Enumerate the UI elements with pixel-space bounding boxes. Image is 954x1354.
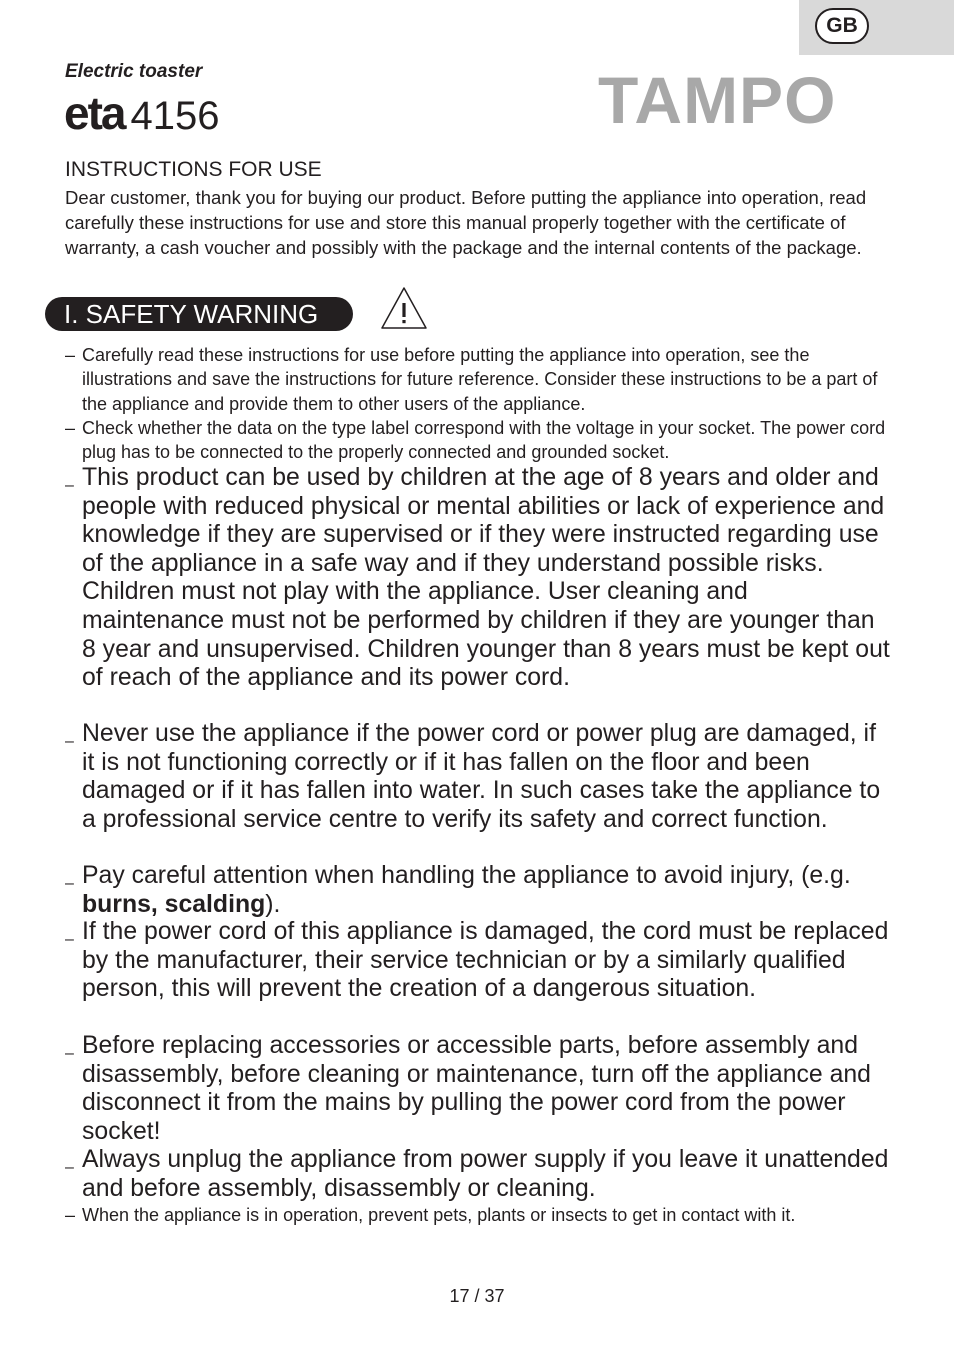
language-tab	[799, 0, 954, 55]
warning-item	[65, 1203, 895, 1227]
product-type: Electric toaster	[65, 61, 203, 82]
list-dash: –	[65, 1159, 74, 1176]
brand-logo: eta	[64, 87, 125, 139]
product-line-logo: TAMPO	[598, 63, 837, 137]
warning-item-text: Carefully read these instructions for use before putting the appliance into operation, see the illustrations and save the instructions for future reference. Consider these instructions to be a part of the appliance and provide them to other users of the appliance.	[82, 345, 878, 414]
section-title: I. SAFETY WARNING	[45, 297, 353, 331]
warning-item-text	[82, 862, 895, 919]
list-dash: –	[65, 477, 74, 494]
model-title	[64, 86, 220, 139]
warning-item	[65, 416, 895, 465]
warning-text-part: ).	[265, 890, 281, 918]
list-dash: –	[65, 1205, 76, 1225]
page-number: 17 / 37	[449, 1286, 505, 1306]
list-dash: –	[65, 1045, 74, 1062]
warning-triangle-icon	[380, 285, 428, 330]
warning-text-part: Pay careful attention when handling the appliance to avoid injury, (e.g.	[82, 862, 851, 889]
warning-item	[65, 1032, 895, 1146]
warning-item-text: Check whether the data on the type label correspond with the voltage in your socket. The power cord plug has to be connected to the properly connected and grounded socket.	[82, 418, 886, 463]
language-badge: GB	[815, 8, 869, 44]
warning-item-text: When the appliance is in operation, prevent pets, plants or insects to get in contact with it.	[82, 1205, 796, 1225]
warning-item-text: Always unplug the appliance from power supply if you leave it unattended and before assembly, disassembly or cleaning.	[82, 1146, 889, 1202]
warning-item	[65, 720, 895, 834]
warning-item-text: Never use the appliance if the power cord or power plug are damaged, if it is not functioning correctly or if it has fallen on the floor and been damaged or if it has fallen into water. In such cases take the appliance to a professional service centre to verify its safety and correct function.	[82, 720, 881, 833]
warning-item	[65, 862, 895, 919]
warning-item-text: Before replacing accessories or accessible parts, before assembly and disassembly, before cleaning or maintenance, turn off the appliance and disconnect it from the mains by pulling the power cord from the power socket!	[82, 1032, 871, 1145]
model-number: 4156	[130, 94, 220, 138]
warning-item-text: If the power cord of this appliance is damaged, the cord must be replaced by the manufacturer, their service technician or by a similarly qualified person, this will prevent the creation of a dangerous situation.	[82, 918, 889, 1003]
list-dash: –	[65, 733, 74, 750]
intro-heading: INSTRUCTIONS FOR USE	[65, 158, 322, 181]
list-dash: –	[65, 418, 76, 438]
warning-item	[65, 1146, 895, 1203]
warning-item-text: This product can be used by children at the age of 8 years and older and people with reduced physical or mental abilities or lack of experience and knowledge if they are supervised or if they were instructed regarding use of the appliance in a safe way and if they understand possible risks. Children must not play with the appliance. User cleaning and maintenance must not be performed by children if they are younger than 8 year and unsupervised. Children younger than 8 years must be kept out of reach of the appliance and its power cord.	[82, 464, 890, 692]
list-dash: –	[65, 931, 74, 948]
warning-item	[65, 343, 895, 416]
list-dash: –	[65, 345, 76, 365]
warning-item	[65, 464, 895, 693]
list-dash: –	[65, 875, 74, 892]
intro-paragraph: Dear customer, thank you for buying our product. Before putting the appliance into operation, read carefully these instructions for use and store this manual properly together with the certificate of warranty, a cash voucher and possibly with the package and the internal contents of the package.	[65, 187, 867, 258]
warning-item	[65, 918, 895, 1004]
warning-emphasis: burns, scalding	[82, 890, 266, 918]
